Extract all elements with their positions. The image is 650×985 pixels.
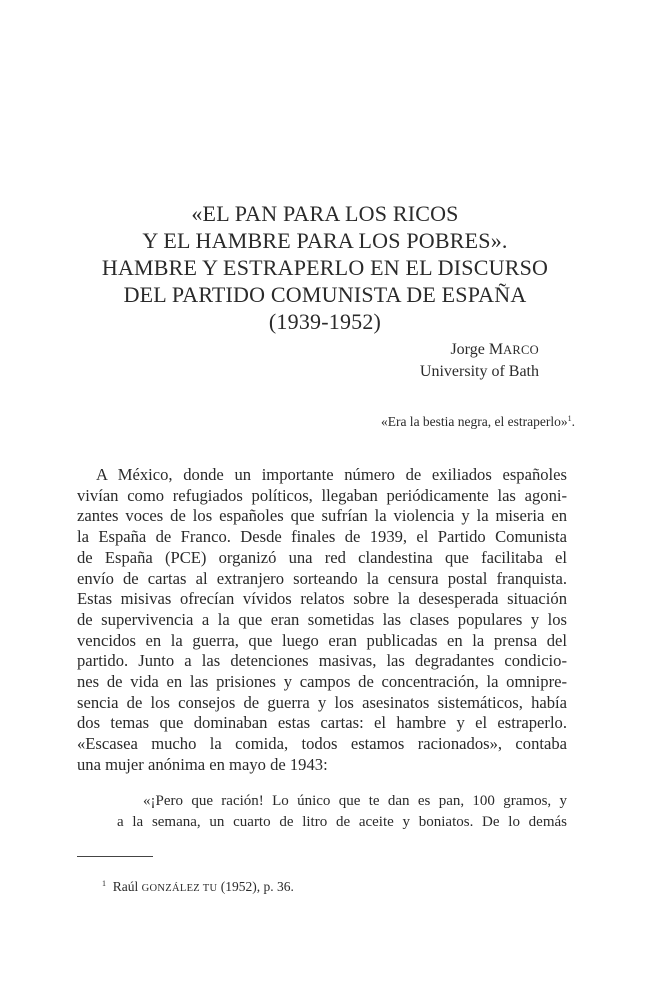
footnote-author-last: GONZÁLEZ TU (141, 883, 218, 894)
body-line: envío de cartas al extranjero sorteando la censura postal franquista. (77, 568, 567, 588)
body-line: nes de vida en las prisiones y campos de concentración, la omnipre- (77, 672, 567, 692)
quote-line: a la semana, un cuarto de litro de aceite y boniatos. De lo demás (117, 813, 567, 830)
block-quote (117, 791, 567, 832)
body-line: la España de Franco. Desde finales de 1939, el Partido Comunista (77, 527, 567, 547)
title-line: DEL PARTIDO COMUNISTA DE ESPAÑA (123, 282, 527, 307)
title-line: Y EL HAMBRE PARA LOS POBRES». (142, 228, 508, 253)
author-last-name-initial: M (488, 341, 504, 358)
epigraph-end: . (571, 414, 575, 429)
body-paragraph (77, 465, 567, 776)
author-last-name-rest: ARCO (503, 343, 539, 357)
footnote (102, 878, 294, 898)
body-line: dos temas que dominaban estas cartas: el hambre y el estraperlo. (77, 713, 567, 733)
footnote-number: 1 (102, 879, 106, 888)
footnote-rest: (1952), p. 36. (220, 879, 294, 894)
title-line: HAMBRE Y ESTRAPERLO EN EL DISCURSO (101, 255, 549, 280)
body-line: sencia de los consejos de guerra y los asesinatos sistemáticos, había (77, 692, 567, 712)
footnote-author-first: Raúl (112, 879, 139, 894)
title-line: «EL PAN PARA LOS RICOS (191, 201, 459, 226)
body-line: vencidos en la guerra, que luego eran publicadas en la prensa del (77, 630, 567, 650)
body-line: vivían como refugiados políticos, llegaban periódicamente las agoni- (77, 485, 567, 505)
body-line: «Escasea mucho la comida, todos estamos racionados», contaba (77, 734, 567, 754)
epigraph-text: «Era la bestia negra, el estraperlo» (380, 414, 568, 429)
footnote-separator (77, 856, 153, 857)
body-line: zantes voces de los españoles que sufrían la violencia y la miseria en (77, 506, 567, 526)
body-line: A México, donde un importante número de exiliados españoles (96, 465, 567, 484)
body-line: Estas misivas ofrecían vívidos relatos sobre la desesperada situación (77, 589, 567, 609)
author-name (420, 339, 539, 361)
footnote-ref: 1 (567, 414, 572, 423)
author-block (420, 339, 539, 382)
title-line: (1939-1952) (268, 309, 382, 334)
author-affiliation: University of Bath (419, 363, 539, 380)
epigraph (381, 413, 575, 431)
quote-line: «¡Pero que ración! Lo único que te dan es pan, 100 gramos, y (143, 793, 567, 809)
body-line: de supervivencia a la que eran sometidas las clases populares y los (77, 609, 567, 629)
author-first-name: Jorge (450, 341, 485, 358)
body-line: una mujer anónima en mayo de 1943: (77, 754, 328, 774)
body-line: de España (PCE) organizó una red clandestina que facilitaba el (77, 547, 567, 567)
article-title (60, 200, 590, 335)
body-line: partido. Junto a las detenciones masivas, las degradantes condicio- (77, 651, 567, 671)
